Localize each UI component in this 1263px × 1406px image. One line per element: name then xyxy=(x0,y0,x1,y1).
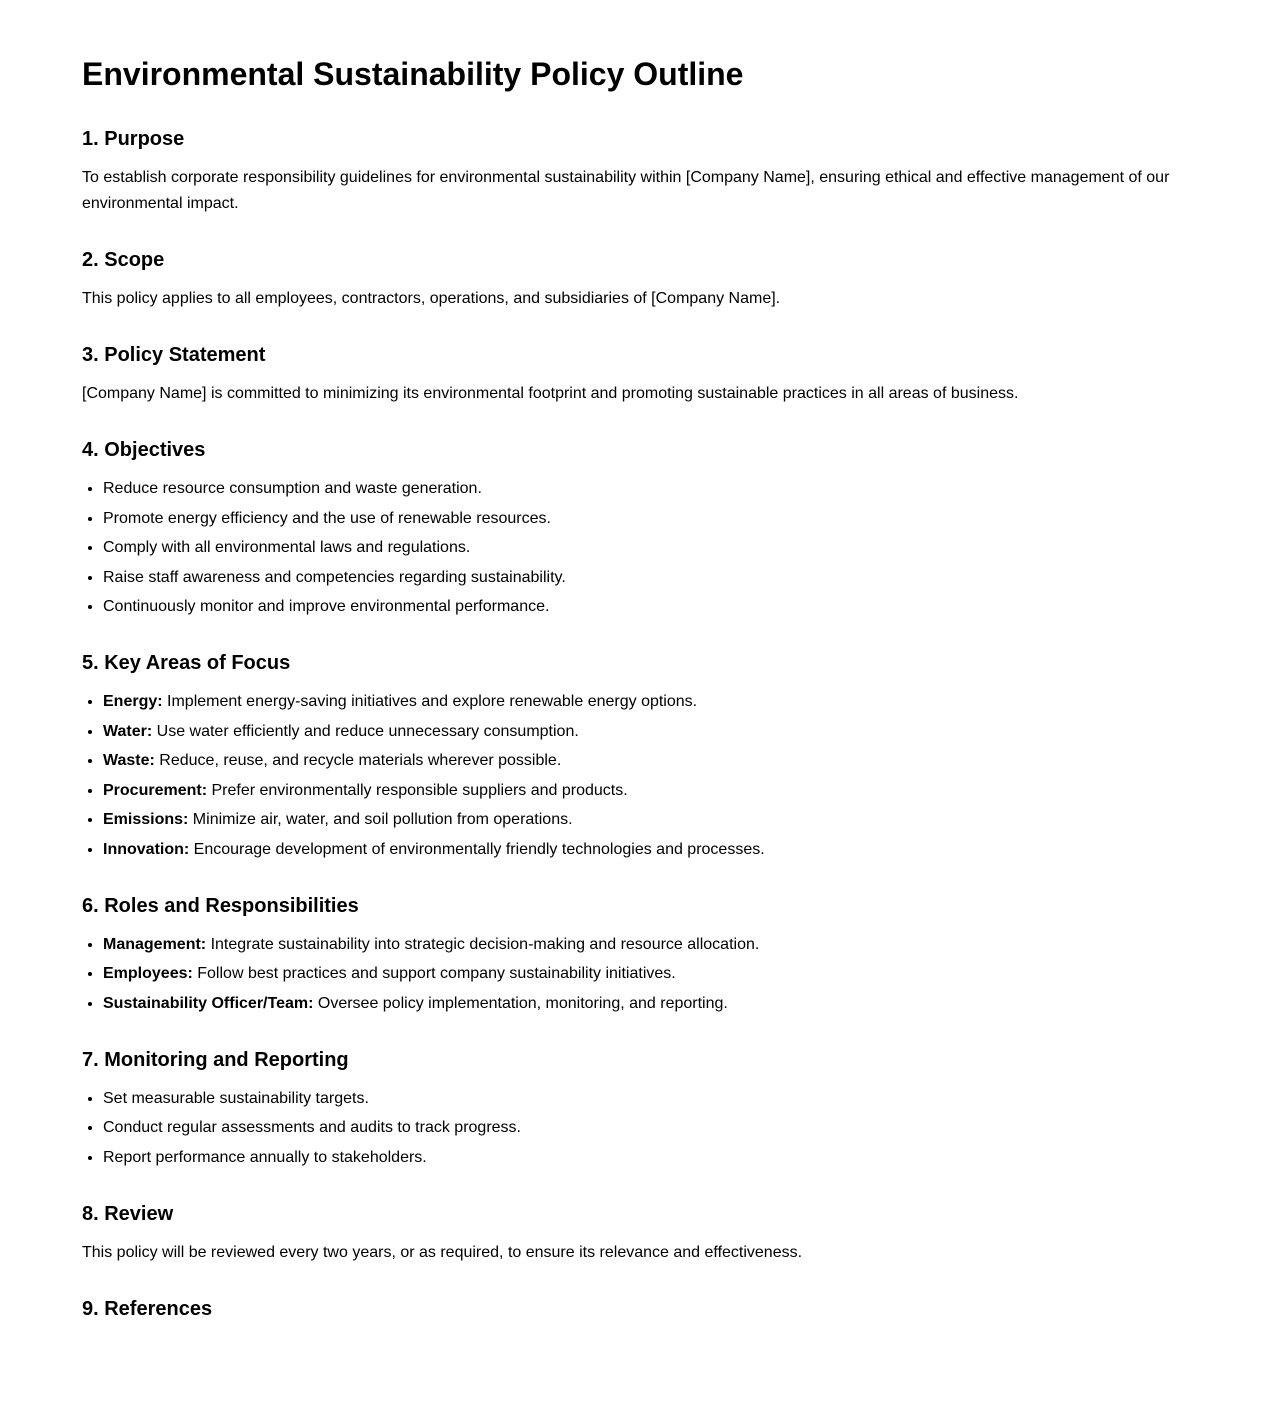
section-heading: 8. Review xyxy=(82,1202,174,1225)
bullet-term: Energy: xyxy=(103,693,163,711)
section-heading: 6. Roles and Responsibilities xyxy=(82,894,359,917)
section-paragraph: [Company Name] is committed to minimizing its environmental footprint and promoting sustainable practices in all areas of business. xyxy=(82,385,1019,403)
document-section xyxy=(82,343,1181,407)
document-section xyxy=(82,1297,1181,1321)
bullet-item: • Conduct regular assessments and audits to track progress. xyxy=(103,1115,1181,1141)
document-section xyxy=(82,1202,1181,1266)
bullet-item: • Sustainability Officer/Team: Oversee policy implementation, monitoring, and reporting. xyxy=(103,991,1181,1017)
bullet-term: Water: xyxy=(103,722,153,740)
section-bullet-list xyxy=(82,932,1181,1017)
bullet-term: Innovation: xyxy=(103,840,190,858)
bullet-item: • Procurement: Prefer environmentally responsible suppliers and products. xyxy=(103,778,1181,804)
section-bullet-list xyxy=(82,689,1181,863)
document-section xyxy=(82,438,1181,620)
bullet-item: • Emissions: Minimize air, water, and soil pollution from operations. xyxy=(103,807,1181,833)
document-section xyxy=(82,127,1181,217)
section-bullet-list xyxy=(82,1086,1181,1171)
section-heading: 3. Policy Statement xyxy=(82,344,266,367)
section-paragraph: This policy applies to all employees, contractors, operations, and subsidiaries of [Company Name]. xyxy=(82,290,781,308)
section-heading: 5. Key Areas of Focus xyxy=(82,652,291,675)
bullet-term: Emissions: xyxy=(103,811,189,829)
section-heading: 1. Purpose xyxy=(82,128,185,151)
document-section xyxy=(82,248,1181,312)
bullet-term: Employees: xyxy=(103,965,193,983)
bullet-term: Procurement: xyxy=(103,781,208,799)
bullet-item: • Set measurable sustainability targets. xyxy=(103,1086,1181,1112)
document-sections xyxy=(82,127,1181,1321)
bullet-item: • Comply with all environmental laws and regulations. xyxy=(103,535,1181,561)
document-section xyxy=(82,894,1181,1017)
bullet-item: • Innovation: Encourage development of environmentally friendly technologies and processes. xyxy=(103,837,1181,863)
bullet-item: • Raise staff awareness and competencies regarding sustainability. xyxy=(103,565,1181,591)
bullet-item: • Waste: Reduce, reuse, and recycle materials wherever possible. xyxy=(103,748,1181,774)
document-title: Environmental Sustainability Policy Outline xyxy=(82,56,744,92)
section-paragraph: To establish corporate responsibility guidelines for environmental sustainability within [Company Name], ensuring ethical and effective management of our environmental impact. xyxy=(82,169,1170,213)
section-heading: 7. Monitoring and Reporting xyxy=(82,1048,349,1071)
bullet-term: Management: xyxy=(103,935,207,953)
bullet-item: • Reduce resource consumption and waste generation. xyxy=(103,476,1181,502)
document-section xyxy=(82,651,1181,863)
bullet-term: Waste: xyxy=(103,752,155,770)
document-section xyxy=(82,1048,1181,1171)
bullet-item: • Report performance annually to stakeholders. xyxy=(103,1145,1181,1171)
section-heading: 9. References xyxy=(82,1297,213,1320)
bullet-item: • Energy: Implement energy-saving initiatives and explore renewable energy options. xyxy=(103,689,1181,715)
bullet-item: • Employees: Follow best practices and support company sustainability initiatives. xyxy=(103,961,1181,987)
bullet-item: • Water: Use water efficiently and reduce unnecessary consumption. xyxy=(103,719,1181,745)
bullet-item: • Promote energy efficiency and the use of renewable resources. xyxy=(103,506,1181,532)
bullet-term: Sustainability Officer/Team: xyxy=(103,994,314,1012)
bullet-item: • Management: Integrate sustainability into strategic decision-making and resource allocation. xyxy=(103,932,1181,958)
section-paragraph: This policy will be reviewed every two years, or as required, to ensure its relevance and effectiveness. xyxy=(82,1243,803,1261)
section-bullet-list xyxy=(82,476,1181,620)
section-heading: 4. Objectives xyxy=(82,439,206,462)
bullet-item: • Continuously monitor and improve environmental performance. xyxy=(103,594,1181,620)
section-heading: 2. Scope xyxy=(82,249,165,272)
